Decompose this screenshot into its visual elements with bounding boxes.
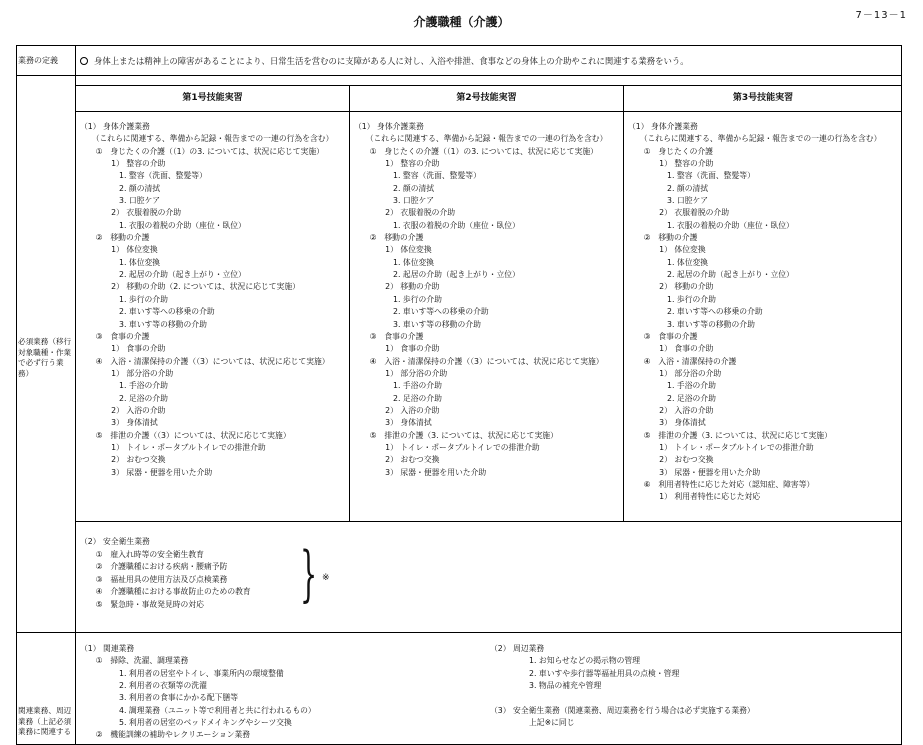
divider	[75, 521, 902, 522]
list-item: 上記※に同じ	[490, 718, 575, 728]
list-item: ⑤ 排泄の介護（3. については、状況に応じて実施）	[354, 430, 558, 440]
list-item: 2） おむつ交換	[80, 455, 166, 465]
list-item: 2） 移動の介助（2. については、状況に応じて実施）	[80, 282, 300, 292]
list-item: 2. 車いす等への移乗の介助	[80, 307, 215, 317]
list-item: ③ 食事の介護	[80, 331, 150, 341]
list-item: 2. 足浴の介助	[80, 393, 168, 403]
list-item: ⑥ 利用者特性に応じた対応（認知症、障害等）	[628, 479, 815, 489]
list-item: ⑤ 排泄の介護（3. については、状況に応じて実施）	[628, 430, 832, 440]
list-item: 3. 車いす等の移動の介助	[80, 319, 207, 329]
note-mark: ※	[322, 573, 330, 583]
list-item: 2. 足浴の介助	[628, 393, 716, 403]
list-item: 3） 尿器・便器を用いた介助	[80, 467, 213, 477]
list-item: （2） 周辺業務	[490, 644, 545, 653]
list-item: 2. 顔の清拭	[354, 183, 435, 193]
list-item: ⑤ 排泄の介護（（3）については、状況に応じて実施）	[80, 430, 291, 440]
list-item: ② 機能訓練の補助やレクリエーション業務	[80, 730, 251, 740]
list-item: ② 移動の介護	[354, 233, 424, 243]
column-list-3	[628, 121, 881, 504]
list-item: 1. 整容（洗面、整髪等）	[354, 171, 481, 181]
definition-body: 身体上または精神上の障害があることにより、日常生活を営むのに支障がある人に対し、入浴や排泄、食事などの身体上の介助やこれに関連する業務をいう。	[94, 56, 689, 66]
list-item: 3. 利用者の食事にかかる配下膳等	[80, 693, 239, 703]
list-item: ④ 入浴・清潔保持の介護（（3）については、状況に応じて実施）	[80, 356, 330, 366]
column-header-3: 第3号技能実習	[732, 93, 794, 103]
list-item: 1） 食事の介助	[354, 344, 440, 354]
list-item: 2. 車いす等への移乗の介助	[354, 307, 489, 317]
list-item: 1. 体位変換	[354, 257, 435, 267]
divider	[16, 632, 902, 633]
list-item: 1） トイレ・ポータブルトイレでの排泄介助	[80, 442, 266, 452]
list-item: 1. 利用者の居室やトイレ、事業所内の環境整備	[80, 668, 284, 678]
list-item: （1） 身体介護業務	[628, 122, 698, 131]
list-item: 1） 部分浴の介助	[628, 368, 722, 378]
list-item: 4. 調理業務（ユニット等で利用者と共に行われるもの）	[80, 705, 316, 715]
list-item: 1） 体位変換	[80, 245, 158, 255]
list-item: 2） 衣服着脱の介助	[80, 208, 182, 218]
safety-list	[80, 536, 251, 612]
list-item: 1. 体位変換	[80, 257, 161, 267]
list-item: ③ 食事の介護	[628, 331, 698, 341]
list-item: 1） 利用者特性に応じた対応	[628, 492, 761, 502]
list-item: 2. 顔の清拭	[628, 183, 709, 193]
list-item: （3） 安全衛生業務（関連業務、周辺業務を行う場合は必ず実施する業務）	[490, 705, 755, 715]
list-item: 1. 衣服の着脱の介助（座位・臥位）	[628, 220, 794, 230]
list-item: 1） 体位変換	[354, 245, 432, 255]
list-item: 3） 身体清拭	[80, 418, 158, 428]
list-item: （1） 身体介護業務	[354, 122, 424, 131]
list-item: 2） おむつ交換	[628, 455, 714, 465]
list-item: 1） 部分浴の介助	[80, 368, 174, 378]
list-item: 2） 衣服着脱の介助	[628, 208, 730, 218]
list-item: 1） 部分浴の介助	[354, 368, 448, 378]
page-title: 介護職種（介護）	[413, 15, 510, 29]
list-item: 1） 体位変換	[628, 245, 706, 255]
list-item: 1. 衣服の着脱の介助（座位・臥位）	[80, 220, 246, 230]
list-item: 2. 利用者の衣類等の洗濯	[80, 681, 207, 691]
list-item: 3） 尿器・便器を用いた介助	[628, 467, 761, 477]
column-header-1: 第1号技能実習	[182, 93, 243, 103]
list-item: 2. 顔の清拭	[80, 183, 161, 193]
circle-bullet-icon	[80, 57, 88, 65]
list-item: 2） 移動の介助	[628, 282, 714, 292]
list-item: 1. 手浴の介助	[354, 381, 442, 391]
list-item: 1. お知らせなどの掲示物の管理	[490, 656, 641, 666]
list-item: 3. 口腔ケア	[354, 196, 435, 206]
list-item: 1） トイレ・ポータブルトイレでの排泄介助	[628, 442, 814, 452]
list-item: 1） 食事の介助	[628, 344, 714, 354]
definition-text	[80, 55, 900, 67]
list-item: 2. 起居の介助（起き上がり・立位）	[80, 270, 246, 280]
list-item: （これらに関連する、準備から記録・報告までの一連の行為を含む）	[354, 134, 608, 144]
related-tasks-label: 関連業務、周辺業務（上記必須業務に関連する	[18, 706, 72, 737]
list-item: 1. 手浴の介助	[628, 381, 716, 391]
list-item: 3） 身体清拭	[628, 418, 706, 428]
divider	[75, 85, 902, 86]
list-item: 2） 入浴の介助	[628, 405, 714, 415]
list-item: ⑤ 緊急時・事故発見時の対応	[80, 599, 204, 609]
list-item: 2. 起居の介助（起き上がり・立位）	[628, 270, 794, 280]
list-item: 1. 手浴の介助	[80, 381, 168, 391]
list-item: 1） トイレ・ポータブルトイレでの排泄介助	[354, 442, 540, 452]
page-number: 7－13－1	[855, 10, 907, 21]
right-brace-icon: }	[300, 539, 318, 609]
divider	[75, 45, 76, 745]
list-item: 1） 整容の介助	[628, 159, 714, 169]
list-item: （1） 身体介護業務	[80, 122, 150, 131]
list-item: ① 雇入れ時等の安全衛生教育	[80, 549, 204, 559]
list-item: （1） 関連業務	[80, 644, 135, 653]
list-item: 1. 歩行の介助	[354, 294, 442, 304]
list-item: 3. 物品の補充や管理	[490, 681, 602, 691]
list-item: 1. 衣服の着脱の介助（座位・臥位）	[354, 220, 520, 230]
list-item: 2） 入浴の介助	[354, 405, 440, 415]
list-item: 1. 整容（洗面、整髪等）	[80, 171, 207, 181]
divider	[623, 85, 624, 522]
list-item: ③ 食事の介護	[354, 331, 424, 341]
column-header-2: 第2号技能実習	[456, 93, 517, 103]
list-item: ② 介護職種における疾病・腰痛予防	[80, 562, 228, 572]
list-item: 2. 車いす等への移乗の介助	[628, 307, 763, 317]
divider	[75, 111, 902, 112]
list-item: ② 移動の介護	[80, 233, 150, 243]
column-list-2	[354, 121, 607, 479]
list-item: 2） おむつ交換	[354, 455, 440, 465]
divider	[349, 85, 350, 522]
list-item: 2） 移動の介助	[354, 282, 440, 292]
peripheral-list	[490, 643, 755, 729]
list-item: （これらに関連する、準備から記録・報告までの一連の行為を含む）	[628, 134, 882, 144]
list-item: ③ 福祉用具の使用方法及び点検業務	[80, 574, 228, 584]
divider	[16, 75, 902, 76]
list-item: 1） 整容の介助	[80, 159, 166, 169]
list-item	[490, 692, 755, 704]
list-item: ① 掃除、洗濯、調理業務	[80, 656, 189, 666]
list-item: （これらに関連する、準備から記録・報告までの一連の行為を含む）	[80, 134, 334, 144]
list-item: 1） 食事の介助	[80, 344, 166, 354]
list-item: 3. 口腔ケア	[628, 196, 709, 206]
list-item: 3. 車いす等の移動の介助	[628, 319, 755, 329]
list-item: 2. 車いすや歩行器等福祉用具の点検・管理	[490, 668, 680, 678]
list-item: ① 身じたくの介護	[628, 146, 713, 156]
list-item: 5. 利用者の居室のベッドメイキングやシーツ交換	[80, 718, 292, 728]
list-item: 1. 整容（洗面、整髪等）	[628, 171, 755, 181]
related-list	[80, 643, 316, 742]
list-item: ④ 入浴・清潔保持の介護（（3）については、状況に応じて実施）	[354, 356, 604, 366]
list-item: 3. 口腔ケア	[80, 196, 161, 206]
list-item: ② 移動の介護	[628, 233, 698, 243]
list-item: 2. 起居の介助（起き上がり・立位）	[354, 270, 520, 280]
list-item: 1. 体位変換	[628, 257, 709, 267]
list-item: 3） 身体清拭	[354, 418, 432, 428]
list-item: 1. 歩行の介助	[80, 294, 168, 304]
list-item: ④ 入浴・清潔保持の介護	[628, 356, 737, 366]
list-item: 1. 歩行の介助	[628, 294, 716, 304]
list-item: 2） 衣服着脱の介助	[354, 208, 456, 218]
definition-label: 業務の定義	[18, 56, 58, 65]
list-item: ① 身じたくの介護（（1）の3. については、状況に応じて実施）	[80, 146, 324, 156]
list-item: 3. 車いす等の移動の介助	[354, 319, 481, 329]
required-tasks-label: 必須業務（移行対象職種・作業で必ず行う業務）	[18, 337, 72, 378]
list-item: 2. 足浴の介助	[354, 393, 442, 403]
column-list-1	[80, 121, 333, 479]
list-item: 1） 整容の介助	[354, 159, 440, 169]
list-item: 3） 尿器・便器を用いた介助	[354, 467, 487, 477]
list-item: （2） 安全衛生業務	[80, 537, 150, 546]
list-item: ① 身じたくの介護（（1）の3. については、状況に応じて実施）	[354, 146, 598, 156]
list-item: ④ 介護職種における事故防止のための教育	[80, 587, 251, 597]
list-item: 2） 入浴の介助	[80, 405, 166, 415]
